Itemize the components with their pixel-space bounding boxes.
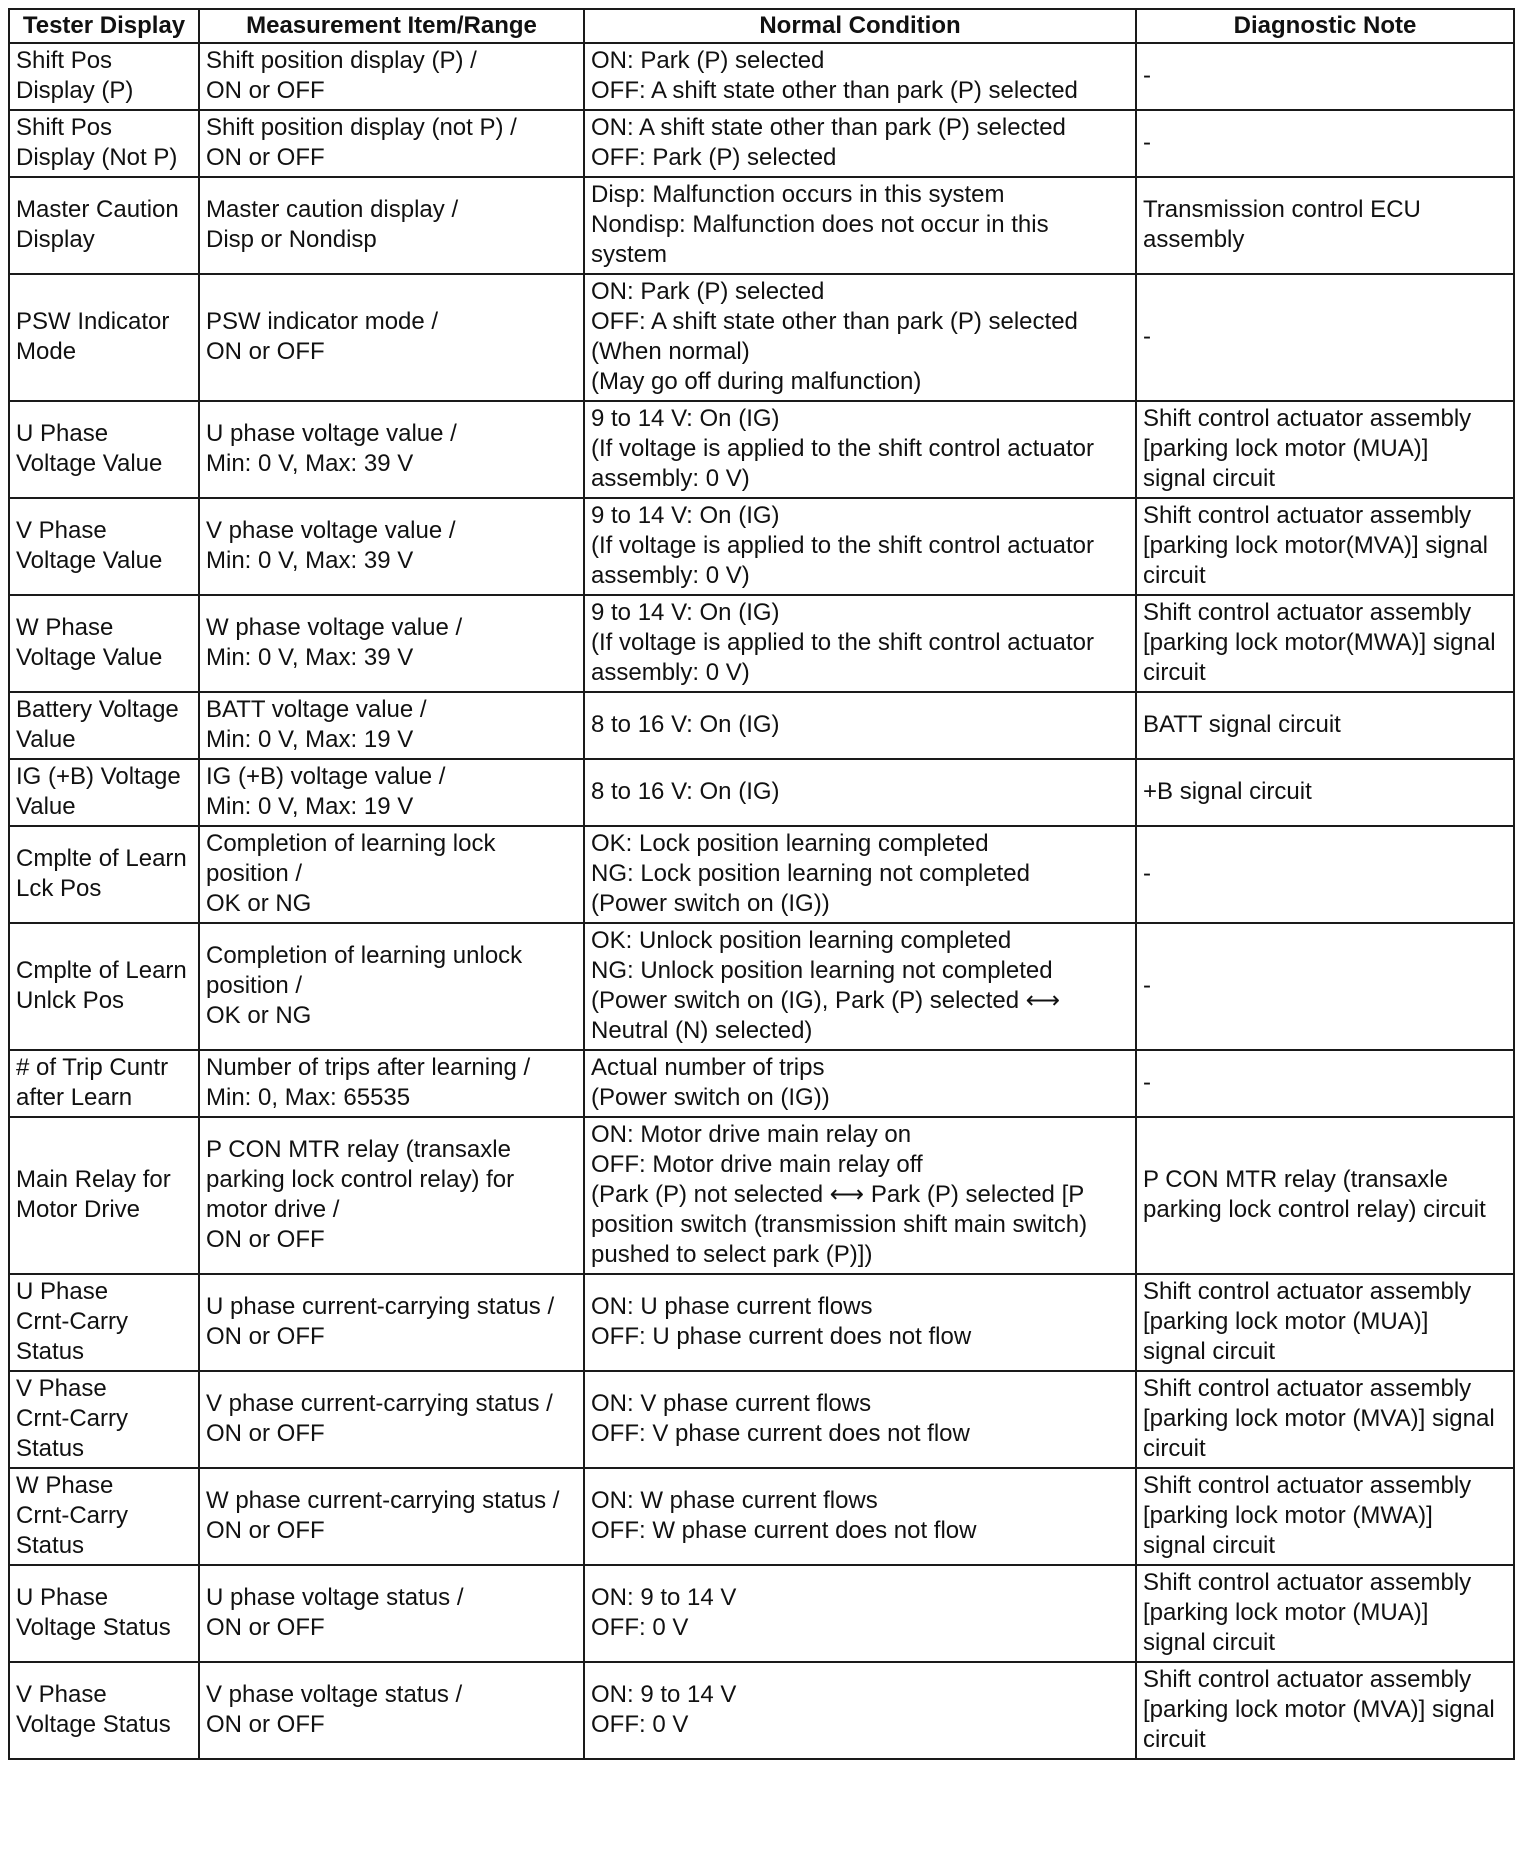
cell-normal-condition: ON: U phase current flows OFF: U phase current does not flow [584, 1274, 1136, 1371]
cell-tester-display: U Phase Crnt-Carry Status [9, 1274, 199, 1371]
table-row [9, 1371, 1514, 1468]
table-row [9, 1565, 1514, 1662]
cell-measurement-item: Shift position display (P) / ON or OFF [199, 43, 584, 110]
table-row [9, 1050, 1514, 1117]
cell-normal-condition: 9 to 14 V: On (IG) (If voltage is applied to the shift control actuator assembly: 0 V) [584, 595, 1136, 692]
cell-measurement-item: Completion of learning lock position / OK or NG [199, 826, 584, 923]
cell-tester-display: Shift Pos Display (P) [9, 43, 199, 110]
table-row [9, 274, 1514, 401]
cell-normal-condition: OK: Lock position learning completed NG: Lock position learning not completed (Power switch on (IG)) [584, 826, 1136, 923]
cell-normal-condition: ON: Motor drive main relay on OFF: Motor drive main relay off (Park (P) not selected ⟷ Park (P) selected [P position switch (transmission shift main switch) pushed to select park (P)]) [584, 1117, 1136, 1274]
cell-normal-condition: ON: Park (P) selected OFF: A shift state other than park (P) selected (When normal) (May go off during malfunction) [584, 274, 1136, 401]
cell-diagnostic-note: Shift control actuator assembly [parking lock motor (MVA)] signal circuit [1136, 1662, 1514, 1759]
table-body [9, 43, 1514, 1759]
cell-tester-display: W Phase Voltage Value [9, 595, 199, 692]
cell-diagnostic-note: - [1136, 110, 1514, 177]
table-row [9, 1117, 1514, 1274]
cell-diagnostic-note: - [1136, 826, 1514, 923]
table-row [9, 692, 1514, 759]
cell-normal-condition: OK: Unlock position learning completed NG: Unlock position learning not completed (Power switch on (IG), Park (P) selected ⟷ Neutral (N) selected) [584, 923, 1136, 1050]
cell-normal-condition: Actual number of trips (Power switch on (IG)) [584, 1050, 1136, 1117]
cell-measurement-item: W phase current-carrying status / ON or OFF [199, 1468, 584, 1565]
table-row [9, 1274, 1514, 1371]
table-row [9, 595, 1514, 692]
cell-diagnostic-note: BATT signal circuit [1136, 692, 1514, 759]
cell-measurement-item: V phase current-carrying status / ON or OFF [199, 1371, 584, 1468]
cell-measurement-item: V phase voltage status / ON or OFF [199, 1662, 584, 1759]
table-row [9, 177, 1514, 274]
cell-tester-display: # of Trip Cuntr after Learn [9, 1050, 199, 1117]
table-header-row [9, 9, 1514, 43]
cell-measurement-item: U phase voltage value / Min: 0 V, Max: 39 V [199, 401, 584, 498]
cell-tester-display: Battery Voltage Value [9, 692, 199, 759]
cell-diagnostic-note: +B signal circuit [1136, 759, 1514, 826]
cell-normal-condition: ON: V phase current flows OFF: V phase current does not flow [584, 1371, 1136, 1468]
cell-tester-display: V Phase Crnt-Carry Status [9, 1371, 199, 1468]
table-row [9, 923, 1514, 1050]
header-diagnostic-note: Diagnostic Note [1136, 9, 1514, 43]
cell-measurement-item: Number of trips after learning / Min: 0, Max: 65535 [199, 1050, 584, 1117]
cell-diagnostic-note: P CON MTR relay (transaxle parking lock control relay) circuit [1136, 1117, 1514, 1274]
cell-normal-condition: 8 to 16 V: On (IG) [584, 759, 1136, 826]
cell-tester-display: Cmplte of Learn Lck Pos [9, 826, 199, 923]
cell-normal-condition: ON: 9 to 14 V OFF: 0 V [584, 1565, 1136, 1662]
cell-measurement-item: Shift position display (not P) / ON or OFF [199, 110, 584, 177]
cell-measurement-item: P CON MTR relay (transaxle parking lock control relay) for motor drive / ON or OFF [199, 1117, 584, 1274]
cell-diagnostic-note: Shift control actuator assembly [parking lock motor (MUA)] signal circuit [1136, 1274, 1514, 1371]
cell-measurement-item: IG (+B) voltage value / Min: 0 V, Max: 19 V [199, 759, 584, 826]
cell-normal-condition: 9 to 14 V: On (IG) (If voltage is applied to the shift control actuator assembly: 0 V) [584, 401, 1136, 498]
cell-measurement-item: U phase voltage status / ON or OFF [199, 1565, 584, 1662]
cell-normal-condition: 9 to 14 V: On (IG) (If voltage is applied to the shift control actuator assembly: 0 V) [584, 498, 1136, 595]
cell-tester-display: V Phase Voltage Value [9, 498, 199, 595]
cell-diagnostic-note: Shift control actuator assembly [parking lock motor(MWA)] signal circuit [1136, 595, 1514, 692]
cell-tester-display: Shift Pos Display (Not P) [9, 110, 199, 177]
cell-diagnostic-note: - [1136, 274, 1514, 401]
cell-measurement-item: BATT voltage value / Min: 0 V, Max: 19 V [199, 692, 584, 759]
cell-tester-display: Master Caution Display [9, 177, 199, 274]
cell-diagnostic-note: Shift control actuator assembly [parking lock motor (MUA)] signal circuit [1136, 1565, 1514, 1662]
table-row [9, 110, 1514, 177]
cell-diagnostic-note: Shift control actuator assembly [parking lock motor(MVA)] signal circuit [1136, 498, 1514, 595]
cell-diagnostic-note: - [1136, 1050, 1514, 1117]
cell-tester-display: W Phase Crnt-Carry Status [9, 1468, 199, 1565]
table-row [9, 1468, 1514, 1565]
cell-tester-display: U Phase Voltage Status [9, 1565, 199, 1662]
cell-measurement-item: V phase voltage value / Min: 0 V, Max: 39 V [199, 498, 584, 595]
table-row [9, 826, 1514, 923]
cell-diagnostic-note: Shift control actuator assembly [parking lock motor (MWA)] signal circuit [1136, 1468, 1514, 1565]
cell-tester-display: PSW Indicator Mode [9, 274, 199, 401]
cell-measurement-item: U phase current-carrying status / ON or OFF [199, 1274, 584, 1371]
cell-normal-condition: ON: 9 to 14 V OFF: 0 V [584, 1662, 1136, 1759]
cell-diagnostic-note: - [1136, 923, 1514, 1050]
header-tester-display: Tester Display [9, 9, 199, 43]
table-row [9, 1662, 1514, 1759]
cell-normal-condition: ON: A shift state other than park (P) selected OFF: Park (P) selected [584, 110, 1136, 177]
cell-tester-display: V Phase Voltage Status [9, 1662, 199, 1759]
table-row [9, 498, 1514, 595]
cell-diagnostic-note: Transmission control ECU assembly [1136, 177, 1514, 274]
cell-measurement-item: Completion of learning unlock position / OK or NG [199, 923, 584, 1050]
cell-diagnostic-note: - [1136, 43, 1514, 110]
cell-measurement-item: PSW indicator mode / ON or OFF [199, 274, 584, 401]
cell-normal-condition: 8 to 16 V: On (IG) [584, 692, 1136, 759]
cell-normal-condition: ON: W phase current flows OFF: W phase current does not flow [584, 1468, 1136, 1565]
table-row [9, 43, 1514, 110]
cell-measurement-item: Master caution display / Disp or Nondisp [199, 177, 584, 274]
header-measurement-item: Measurement Item/Range [199, 9, 584, 43]
table-row [9, 759, 1514, 826]
cell-diagnostic-note: Shift control actuator assembly [parking lock motor (MUA)] signal circuit [1136, 401, 1514, 498]
cell-normal-condition: Disp: Malfunction occurs in this system Nondisp: Malfunction does not occur in this system [584, 177, 1136, 274]
cell-tester-display: Main Relay for Motor Drive [9, 1117, 199, 1274]
cell-diagnostic-note: Shift control actuator assembly [parking lock motor (MVA)] signal circuit [1136, 1371, 1514, 1468]
cell-tester-display: U Phase Voltage Value [9, 401, 199, 498]
cell-tester-display: IG (+B) Voltage Value [9, 759, 199, 826]
table-row [9, 401, 1514, 498]
cell-tester-display: Cmplte of Learn Unlck Pos [9, 923, 199, 1050]
data-list-table [8, 8, 1515, 1760]
cell-measurement-item: W phase voltage value / Min: 0 V, Max: 39 V [199, 595, 584, 692]
cell-normal-condition: ON: Park (P) selected OFF: A shift state other than park (P) selected [584, 43, 1136, 110]
header-normal-condition: Normal Condition [584, 9, 1136, 43]
